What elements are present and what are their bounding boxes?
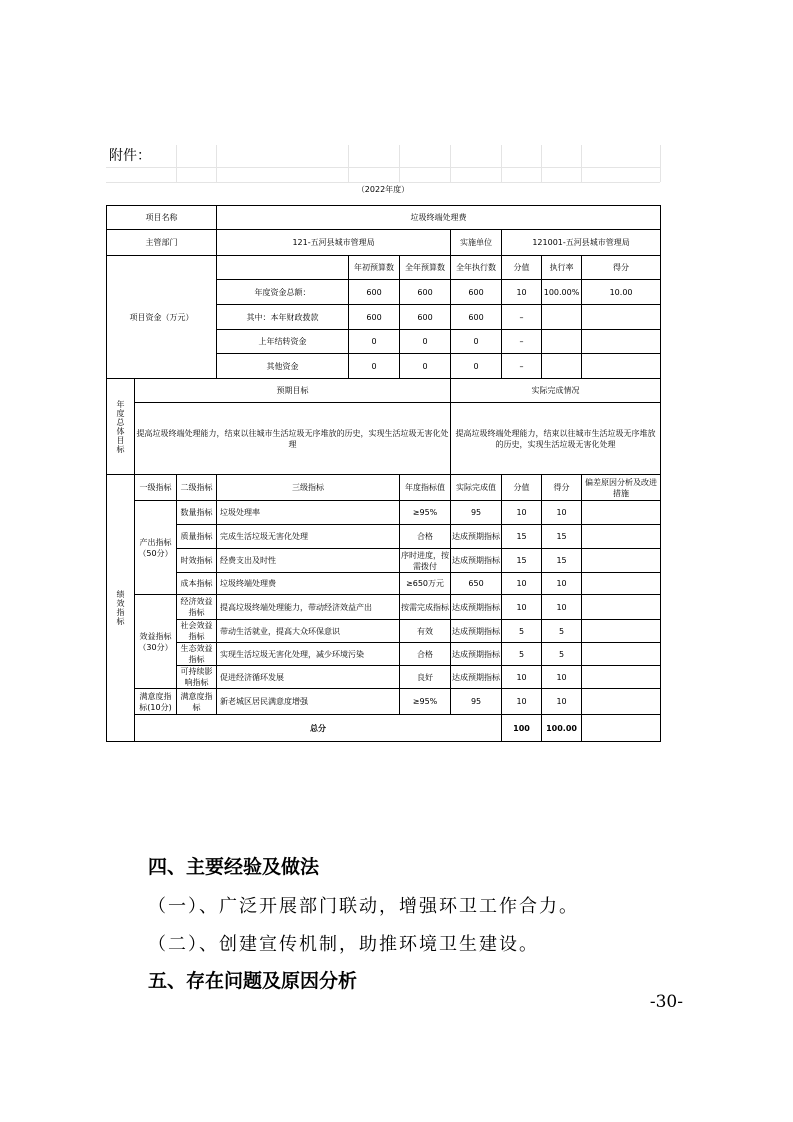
actual: 达成预期指标 [451, 595, 502, 620]
actual: 达成预期指标 [451, 549, 502, 573]
group-output: 产出指标（50分） [135, 501, 177, 595]
perf-header: 偏差原因分析及改进措施 [582, 475, 661, 501]
got: 10 [542, 666, 582, 689]
item2-text: （二）、创建宣传机制，助推环境卫生建设。 [148, 934, 539, 955]
fund-row-label: 年度资金总额： [217, 280, 349, 305]
dept-value: 121-五河县城市管理局 [217, 230, 451, 256]
got: 15 [542, 549, 582, 573]
fund-cell: 600 [349, 280, 400, 305]
l2: 时效指标 [177, 549, 217, 573]
perf-header: 实际完成值 [451, 475, 502, 501]
fund-cell: 600 [400, 305, 451, 330]
fund-cell: – [502, 354, 542, 379]
fund-cell: 100.00% [542, 280, 582, 305]
score: 5 [502, 643, 542, 666]
fund-cell [542, 354, 582, 379]
fund-header: 得分 [582, 256, 661, 280]
got: 10 [542, 573, 582, 595]
fund-header: 执行率 [542, 256, 582, 280]
score: 10 [502, 573, 542, 595]
fund-header: 年初预算数 [349, 256, 400, 280]
perf-header: 一级指标 [135, 475, 177, 501]
l2: 可持续影响指标 [177, 666, 217, 689]
project-name-label: 项目名称 [107, 206, 217, 230]
fund-header: 分值 [502, 256, 542, 280]
group-benefit: 效益指标（30分） [135, 595, 177, 689]
target: 按需完成指标 [400, 595, 451, 620]
l2: 满意度指标 [177, 689, 217, 715]
total-score: 100 [502, 715, 542, 742]
fund-cell: 600 [400, 280, 451, 305]
expected-goal-header: 预期目标 [135, 379, 451, 403]
got: 15 [542, 525, 582, 549]
fund-cell: 0 [451, 330, 502, 354]
actual-header: 实际完成情况 [451, 379, 661, 403]
fund-cell [542, 305, 582, 330]
score: 10 [502, 689, 542, 715]
fund-label: 项目资金（万元） [107, 256, 217, 379]
actual: 95 [451, 501, 502, 525]
fund-header: 全年预算数 [400, 256, 451, 280]
target: ≥650万元 [400, 573, 451, 595]
fund-row-label: 上年结转资金 [217, 330, 349, 354]
fund-cell: 0 [451, 354, 502, 379]
fund-cell: 10 [502, 280, 542, 305]
fund-cell: 600 [451, 280, 502, 305]
deviation [582, 689, 661, 715]
score: 10 [502, 595, 542, 620]
group-satisfaction: 满意度指标(10分) [135, 689, 177, 715]
target: 合格 [400, 643, 451, 666]
fund-cell: – [502, 330, 542, 354]
page-number: -30- [649, 992, 683, 1012]
l2: 成本指标 [177, 573, 217, 595]
impl-label: 实施单位 [451, 230, 502, 256]
l2: 质量指标 [177, 525, 217, 549]
deviation [582, 595, 661, 620]
attachment-label: 附件： [109, 148, 151, 164]
deviation [582, 620, 661, 643]
deviation [582, 643, 661, 666]
score: 15 [502, 549, 542, 573]
actual: 95 [451, 689, 502, 715]
l3: 完成生活垃圾无害化处理 [217, 525, 400, 549]
actual: 达成预期指标 [451, 666, 502, 689]
perf-label: 绩效指标 [107, 475, 135, 742]
fund-cell: 0 [349, 354, 400, 379]
deviation [582, 666, 661, 689]
fund-cell: 0 [349, 330, 400, 354]
got: 5 [542, 620, 582, 643]
l2: 生态效益指标 [177, 643, 217, 666]
score: 10 [502, 666, 542, 689]
l3: 垃圾终端处理费 [217, 573, 400, 595]
fund-cell [542, 330, 582, 354]
perf-header: 二级指标 [177, 475, 217, 501]
fund-cell: 10.00 [582, 280, 661, 305]
fund-header: 全年执行数 [451, 256, 502, 280]
actual: 达成预期指标 [451, 643, 502, 666]
fund-cell: – [502, 305, 542, 330]
l3: 提高垃圾终端处理能力，带动经济效益产出 [217, 595, 400, 620]
score: 15 [502, 525, 542, 549]
l3: 实现生活垃圾无害化处理，减少环境污染 [217, 643, 400, 666]
fund-row-label: 其他资金 [217, 354, 349, 379]
got: 5 [542, 643, 582, 666]
fund-row-label: 其中：本年财政拨款 [217, 305, 349, 330]
actual-goal: 提高垃圾终端处理能力，结束以往城市生活垃圾无序堆放的历史，实现生活垃圾无害化处理 [451, 403, 661, 475]
perf-header: 三级指标 [217, 475, 400, 501]
l2: 数量指标 [177, 501, 217, 525]
l2: 社会效益指标 [177, 620, 217, 643]
perf-header: 年度指标值 [400, 475, 451, 501]
project-name: 垃圾终端处理费 [217, 206, 661, 230]
fund-cell: 0 [400, 330, 451, 354]
fund-cell [582, 354, 661, 379]
fund-cell [582, 305, 661, 330]
actual: 650 [451, 573, 502, 595]
annual-goal-label: 年度总体目标 [107, 379, 135, 475]
got: 10 [542, 689, 582, 715]
fund-cell: 0 [400, 354, 451, 379]
got: 10 [542, 595, 582, 620]
l2: 经济效益指标 [177, 595, 217, 620]
perf-header: 分值 [502, 475, 542, 501]
l3: 经费支出及时性 [217, 549, 400, 573]
target: ≥95% [400, 689, 451, 715]
performance-table [106, 205, 661, 742]
l3: 垃圾处理率 [217, 501, 400, 525]
l3: 带动生活就业，提高大众环保意识 [217, 620, 400, 643]
item1-text: （一）、广泛开展部门联动，增强环卫工作合力。 [148, 896, 579, 917]
got: 10 [542, 501, 582, 525]
deviation [582, 525, 661, 549]
target: 序时进度，按需拨付 [401, 550, 450, 571]
section4-title: 四、主要经验及做法 [148, 856, 320, 878]
total-got: 100.00 [542, 715, 582, 742]
deviation [582, 501, 661, 525]
fund-cell: 600 [451, 305, 502, 330]
expected-goal: 提高垃圾终端处理能力，结束以往城市生活垃圾无序堆放的历史，实现生活垃圾无害化处理 [135, 403, 451, 475]
score: 10 [502, 501, 542, 525]
perf-header: 得分 [542, 475, 582, 501]
total-label: 总分 [135, 715, 502, 742]
actual: 达成预期指标 [451, 620, 502, 643]
actual: 达成预期指标 [451, 525, 502, 549]
l3: 新老城区居民满意度增强 [217, 689, 400, 715]
target: 有效 [400, 620, 451, 643]
blank-cell [217, 256, 349, 280]
impl-value: 121001-五河县城市管理局 [502, 230, 661, 256]
score: 5 [502, 620, 542, 643]
dept-label: 主管部门 [107, 230, 217, 256]
section5-title: 五、存在问题及原因分析 [148, 970, 358, 992]
fund-cell [582, 330, 661, 354]
target: 合格 [400, 525, 451, 549]
fund-cell: 600 [349, 305, 400, 330]
target: ≥95% [400, 501, 451, 525]
deviation [582, 549, 661, 573]
total-blank [582, 715, 661, 742]
target: 良好 [400, 666, 451, 689]
year-label: （2022年度） [356, 185, 410, 194]
l3: 促进经济循环发展 [217, 666, 400, 689]
deviation [582, 573, 661, 595]
